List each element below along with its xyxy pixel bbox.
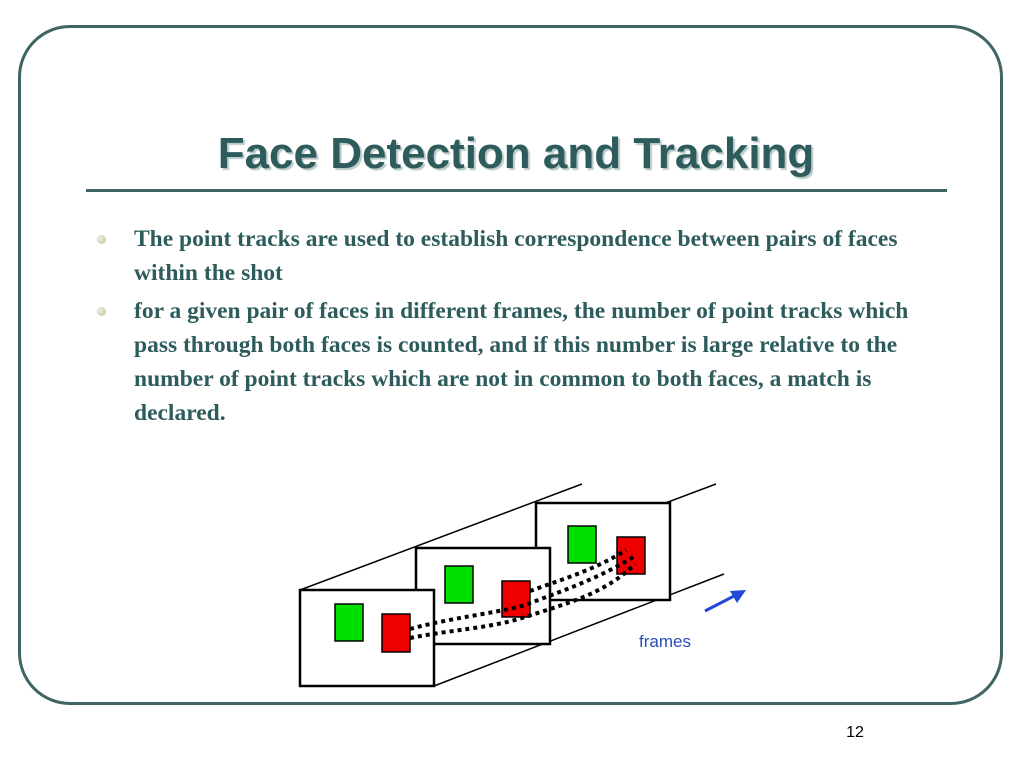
face-box-green (568, 526, 596, 563)
bullet-list (96, 222, 916, 434)
page-number: 12 (846, 724, 864, 741)
bullet-icon (97, 307, 106, 316)
slide-title: Face Detection and Tracking (217, 129, 815, 178)
video-frame-2 (416, 548, 550, 644)
frame-tracking-diagram (290, 478, 760, 693)
frames-label: frames (639, 632, 691, 651)
face-box-green (445, 566, 473, 603)
bullet-text: for a given pair of faces in different frames, the number of point tracks which pass through both faces is counted, and if this number is large relative to the number of point tracks which are not in common to both faces, a match is declared. (134, 298, 909, 426)
frames-arrow-icon (705, 590, 746, 611)
bullet-item (96, 222, 916, 290)
title-underline (86, 189, 947, 192)
face-box-red (502, 581, 530, 617)
bullet-text: The point tracks are used to establish correspondence between pairs of faces within the shot (134, 226, 898, 286)
bullet-item (96, 294, 916, 430)
face-box-red (382, 614, 410, 652)
bullet-icon (97, 235, 106, 244)
face-box-green (335, 604, 363, 641)
